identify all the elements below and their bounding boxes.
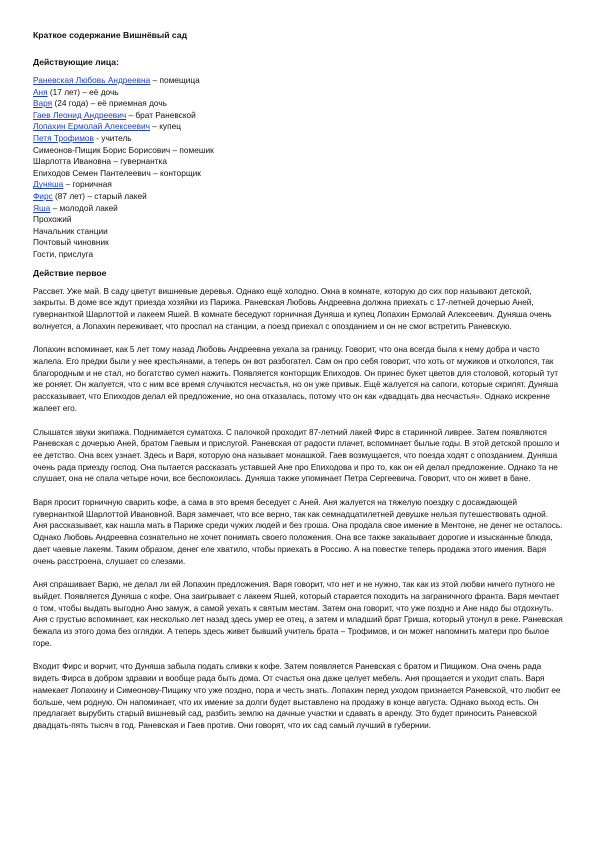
character-item bbox=[33, 191, 563, 203]
characters-heading: Действующие лица: bbox=[33, 57, 119, 67]
character-item bbox=[33, 156, 563, 168]
character-description: (24 года) – её приемная дочь bbox=[52, 98, 167, 109]
act-heading: Действие первое bbox=[33, 267, 107, 278]
character-item bbox=[33, 133, 563, 145]
character-item bbox=[33, 75, 563, 87]
character-item bbox=[33, 237, 563, 249]
character-item bbox=[33, 179, 563, 191]
summary-paragraph: Лопахин вспоминает, как 5 лет тому назад Любовь Андреевна уехала за границу. Говорит, что она всегда была к нему добра и часто жалела. Его предки были у нее крестьянами, а теперь он вот разбогател. Сам он про себя говорит, что хоть от мужиков и отколопся, так благородным и не стал, но богатство сумел нажить. Появляется конторщик Епиходов. Он принес букет цветов для столовой, который тут же роняет. Он жалуется, что с ним все время случаются несчастья, но он уже привык. Ещё жалуется на сапоги, которые скрипят. Дуняша рассказывает, что Епиходов делал ей предложение, но она отказалась, потому что он как «двадцать два несчастья». Однако искренне жалеет его. bbox=[33, 344, 559, 413]
document-title: Краткое содержание Вишнёвый сад bbox=[33, 30, 188, 40]
characters-list bbox=[33, 75, 563, 261]
character-name: Симеонов-Пищик Борис Борисович – помешик bbox=[33, 144, 214, 155]
document-page bbox=[33, 30, 563, 744]
character-link[interactable]: Лопахин Ермолай Алексеевич bbox=[33, 121, 150, 132]
character-description: (17 лет) – её дочь bbox=[47, 86, 119, 97]
character-item bbox=[33, 87, 563, 99]
character-item bbox=[33, 168, 563, 180]
character-item bbox=[33, 110, 563, 122]
character-name: Начальник станции bbox=[33, 225, 108, 236]
character-item bbox=[33, 203, 563, 215]
character-item bbox=[33, 226, 563, 238]
character-description: - учитель bbox=[93, 132, 132, 143]
character-item bbox=[33, 214, 563, 226]
character-name: Прохожий bbox=[33, 214, 72, 225]
character-description: – молодой лакей bbox=[50, 202, 118, 213]
character-link[interactable]: Гаев Леонид Андреевич bbox=[33, 109, 127, 120]
character-name: Шарлотта Ивановна – гувернантка bbox=[33, 156, 167, 167]
summary-paragraph: Входит Фирс и ворчит, что Дуняша забыла подать сливки к кофе. Затем появляется Раневская с братом и Пищиком. Она очень рада видеть Фирса в добром здравии и вообще рада быть дома. От счастья она даже целует мебель. Аня прощается и уходит спать. Варя намекает Лопахину и Симеонову-Пищику что уже поздно, пора и честь знать. Лопахин перед уходом признается Раневской, что любит ее больше, чем родную. Он напоминает, что их имение за долги будет выставлено на продажу в конце августа. Однако выход есть. Он предлагает вырубить старый вишневый сад, разбить землю на дачные участки и сдавать в аренду. Это будет приносить Раневской двадцать-пять тысяч в год. Раневская и Гаев против. Они говорят, что их сад самый лучший в губернии. bbox=[33, 661, 561, 730]
character-description: – купец bbox=[149, 121, 181, 132]
summary-paragraph: Слышатся звуки экипажа. Поднимается суматоха. С палочкой проходит 87-летний лакей Фирс в старинной ливрее. Затем появляются Раневская с дочерью Аней, братом Гаевым и прислугой. Раневская от радости плачет, вспоминает былые годы. В этой детской прошло и ее детство. Она всех узнает. Здесь и Варя, которую она называет монашкой. Гаев возмущается, что поезда ходят с опозданием. Дуняша очень рада приезду господ. Она пытается рассказать уставшей Ане про Епиходова и про то, как он ей делал предложение. Однако та не слушает, она не спала четыре ночи, все беспокоилась. Дуняша также упоминает Петра Сергеевича. Говорит, что он живет в бане. bbox=[33, 426, 560, 484]
character-description: – помещица bbox=[150, 75, 200, 85]
character-name: Гости, прислуга bbox=[33, 248, 94, 259]
character-link[interactable]: Аня bbox=[33, 86, 48, 97]
character-item bbox=[33, 98, 563, 110]
summary-paragraph: Аня спрашивает Варю, не делал ли ей Лопахин предложения. Варя говорит, что нет и не нужно, так как из этой любви ничего путного не выйдет. Появляется Дуняша с кофе. Она заигрывает с лакеем Яшей, который старается походить на заграничного франта. Варя мечтает о том, чтобы выдать выгодно Аню замуж, а самой уехать к святым местам. Затем она говорит, что уже поздно и Ане надо бы отдохнуть. Аня с грустью вспоминает, как несколько лет назад здесь умер ее отец, а затем и младший брат Гриша, который утонул в реке. Раневская бежала из этого дома без оглядки. А теперь здесь живет бывший учитель брата – Трофимов, и он может напомнить матери про былое горе. bbox=[33, 579, 563, 648]
character-description: – горничная bbox=[63, 179, 112, 190]
character-link[interactable]: Яша bbox=[33, 202, 51, 213]
summary-paragraph: Рассвет. Уже май. В саду цветут вишневые деревья. Однако ещё холодно. Окна в комнате, которую до сих пор называют детской, закрыты. В доме все ждут приезда хозяйки из Парижа. Раневская Любовь Андреевна должна приехать с 17-летней дочерью Аней, гувернанткой Шарлоттой и лакеем Яшей. В комнате беседуют горничная Дуняша и купец Лопахин Ермолай Алексеевич. Дуняша очень волнуется, а Лопахин переживает, что проспал на станции, а поезд приехал с опозданием и он не смог встретить Раневскую. bbox=[33, 285, 552, 331]
character-link[interactable]: Раневская Любовь Андреевна bbox=[33, 75, 151, 85]
character-link[interactable]: Дуняша bbox=[33, 179, 64, 190]
character-item bbox=[33, 145, 563, 157]
character-description: – брат Раневской bbox=[126, 109, 196, 120]
character-link[interactable]: Фирс bbox=[33, 190, 53, 201]
character-item bbox=[33, 121, 563, 133]
character-link[interactable]: Петя Трофимов bbox=[33, 132, 94, 143]
character-description: (87 лет) – старый лакей bbox=[52, 190, 147, 201]
character-name: Почтовый чиновник bbox=[33, 237, 109, 248]
character-item bbox=[33, 249, 563, 261]
summary-paragraph: Варя просит горничную сварить кофе, а сама в это время беседует с Аней. Аня жалуется на тяжелую поездку с досаждающей гувернанткой Шарлоттой Ивановной. Варя замечает, что все верно, так как семнадцатилетней девушке нельзя путешествовать одной. Аня рассказывает, как нашла мать в Париже среди чужих людей и без гроша. Она продала свое имение в Ментоне, не денег не осталось. Однако Любовь Андреевна сознательно не хочет понимать своего положения. Она все также заказывает дорогие и изысканные блюда, дает чаевые лакеям. Таким образом, денег еле хватило, чтобы приехать в Россию. А на повестке теперь продажа этого имения. Варя очень расстроена, слушает со слезами. bbox=[33, 497, 563, 566]
character-name: Епиходов Семен Пантелеевич – конторщик bbox=[33, 167, 201, 178]
summary-body bbox=[33, 286, 563, 732]
character-link[interactable]: Варя bbox=[33, 98, 53, 109]
